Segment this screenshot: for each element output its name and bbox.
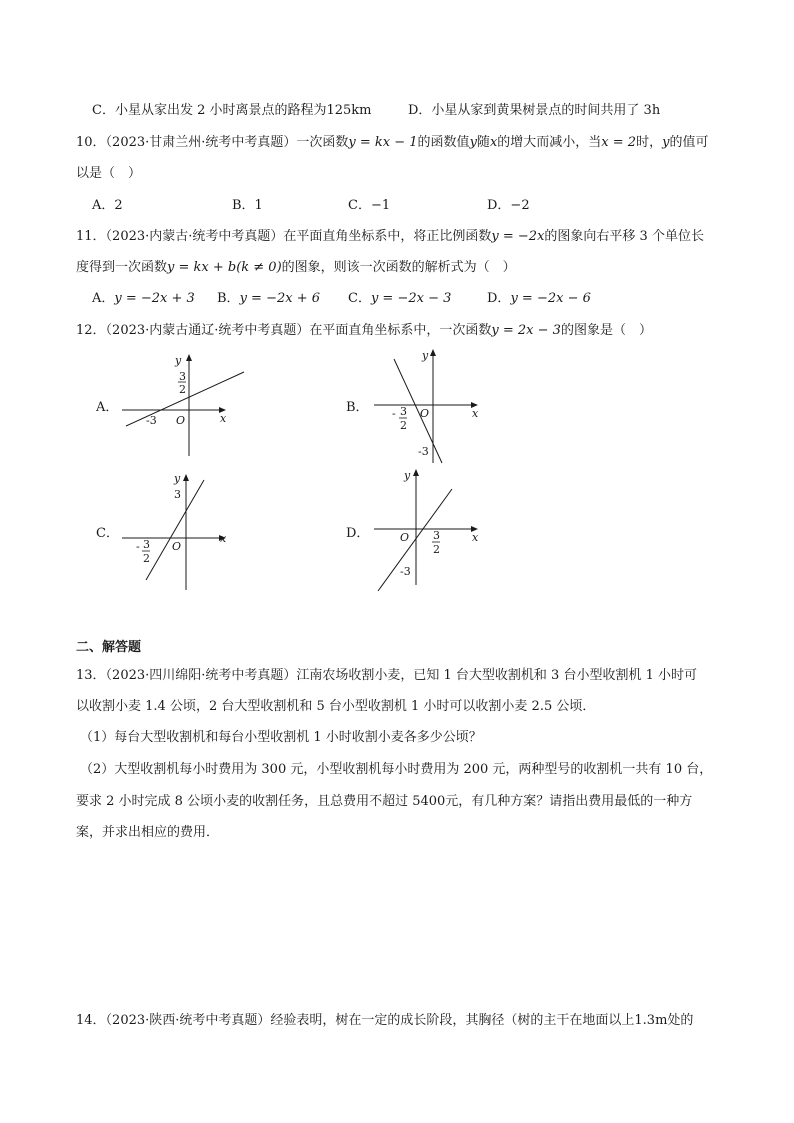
y-axis-arrow (186, 354, 192, 361)
q11-option-a (92, 289, 195, 309)
q12-equation: y = 2x − 3 (491, 323, 561, 338)
x-axis-label: x (472, 407, 479, 420)
origin-label: O (176, 414, 186, 427)
tick-frac-num: 3 (400, 405, 407, 418)
tick-y-intercept: 3 (174, 488, 181, 501)
q10-equation: y = kx − 1 (348, 135, 418, 150)
y-axis-arrow (183, 474, 189, 481)
q12-graph-b-label: B． (346, 400, 369, 415)
q12-graph-d-label: D． (346, 526, 370, 541)
q11-equation-2: y = kx + b(k ≠ 0) (167, 260, 282, 275)
q14-stem-line1: 14．（2023·陕西·统考中考真题）经验表明，树在一定的成长阶段，其胸径（树的主干在地面以上1.3m处的 (76, 1013, 694, 1028)
q10-option-d: D．−2 (487, 198, 530, 213)
q11-opt-b-label: B． (217, 291, 240, 306)
q11-option-d (487, 289, 591, 309)
tick-frac-num: 3 (433, 529, 440, 542)
section-2-title: 二、解答题 (76, 640, 142, 655)
q11-opt-d-expr: y = −2x − 6 (510, 291, 591, 306)
x-axis-label: x (220, 412, 227, 425)
q13-sub2-line2: 要求 2 小时完成 8 公顷小麦的收割任务，且总费用不超过 5400元，有几种方案？请指出费用最低的一种方 (76, 794, 693, 809)
q11-opt-c-label: C． (348, 291, 371, 306)
q13-stem-line1: 13．（2023·四川绵阳·统考中考真题）江南农场收割小麦，已知 1 台大型收割机和 3 台小型收割机 1 小时可 (76, 668, 697, 683)
q11-text-2: 的图象向右平移 3 个单位长 (544, 229, 704, 244)
y-axis-arrow (430, 349, 436, 356)
q10-option-a: A．2 (92, 198, 123, 213)
q11-text-3: 度得到一次函数 (76, 260, 168, 275)
q10-var-y-2: y (662, 135, 670, 150)
q11-opt-c-expr: y = −2x − 3 (370, 291, 452, 306)
q10-stem-text: 10．（2023·甘肃兰州·统考中考真题）一次函数 (76, 135, 349, 150)
tick-frac-den: 2 (400, 419, 407, 432)
x-axis-label: x (220, 532, 227, 545)
tick-y-intercept: -3 (400, 565, 411, 578)
q12-text-2: 的图象是（ ） (560, 323, 652, 338)
q10-text-3: 随 (476, 135, 490, 150)
q11-equation-1: y = −2x (491, 229, 545, 244)
origin-label: O (400, 531, 410, 544)
y-axis-label: y (174, 472, 181, 485)
x-axis-label: x (472, 531, 479, 544)
tick-frac-den: 2 (179, 383, 186, 396)
tick-frac-sign: - (392, 407, 396, 420)
q12-graph-d (370, 465, 490, 595)
origin-label: O (420, 407, 430, 420)
q13-stem-line2: 以收割小麦 1.4 公顷，2 台大型收割机和 5 台小型收割机 1 小时可以收割小麦 2.5 公顷． (76, 699, 596, 714)
tick-y-intercept: -3 (418, 445, 429, 458)
q12-text-1: 12．（2023·内蒙古通辽·统考中考真题）在平面直角坐标系中，一次函数 (76, 323, 492, 338)
q11-option-c (348, 289, 451, 309)
q10-stem-line2: 以是（ ） (76, 166, 142, 181)
q12-stem (76, 321, 652, 341)
origin-label: O (172, 540, 182, 553)
y-axis-label: y (422, 349, 429, 362)
q10-option-c: C．−1 (348, 198, 391, 213)
q12-graph-a (118, 350, 238, 460)
q10-text-6: 的值可 (669, 135, 709, 150)
q11-stem-line1 (76, 227, 704, 247)
q12-graph-c-label: C． (96, 526, 119, 541)
y-axis-arrow (413, 469, 419, 476)
q11-opt-b-expr: y = −2x + 6 (239, 291, 320, 306)
q11-opt-a-expr: y = −2x + 3 (114, 291, 195, 306)
q12-graph-c (118, 470, 238, 595)
function-line (378, 489, 452, 591)
q10-text-5: 时， (636, 135, 663, 150)
tick-frac-den: 2 (143, 552, 150, 565)
tick-frac-den: 2 (433, 543, 440, 556)
y-axis-label: y (404, 469, 411, 482)
q12-graph-b (370, 345, 490, 470)
q13-sub1: （1）每台大型收割机和每台小型收割机 1 小时收割小麦各多少公顷？ (80, 730, 482, 745)
q11-option-b (217, 289, 320, 309)
tick-x-intercept: -3 (146, 414, 157, 427)
tick-frac-sign: - (136, 540, 140, 553)
q12-graph-a-label: A． (96, 400, 119, 415)
q10-text-2: 的函数值 (417, 135, 470, 150)
q11-opt-d-label: D． (487, 291, 511, 306)
y-axis-label: y (175, 354, 182, 367)
q9-option-c: C．小星从家出发 2 小时离景点的路程为125km (92, 103, 372, 118)
tick-frac-num: 3 (143, 538, 150, 551)
q10-stem-line1 (76, 133, 708, 153)
q9-option-d: D．小星从家到黄果树景点的时间共用了 3h (408, 103, 661, 118)
q13-sub2-line3: 案，并求出相应的费用． (76, 825, 220, 840)
q11-stem-line2 (76, 258, 516, 278)
q11-opt-a-label: A． (92, 291, 115, 306)
q11-text-4: 的图象，则该一次函数的解析式为（ ） (281, 260, 516, 275)
q10-condition: x = 2 (601, 135, 637, 150)
q10-var-y: y (469, 135, 477, 150)
q13-sub2-line1: （2）大型收割机每小时费用为 300 元，小型收割机每小时费用为 200 元，两种型号的收割机一共有 10 台， (80, 762, 713, 777)
tick-frac-num: 3 (179, 370, 186, 383)
q10-var-x: x (489, 135, 498, 150)
q11-text-1: 11．（2023·内蒙古·统考中考真题）在平面直角坐标系中，将正比例函数 (76, 229, 492, 244)
q10-option-b: B．1 (232, 198, 263, 213)
q10-text-4: 的增大而减小，当 (497, 135, 602, 150)
